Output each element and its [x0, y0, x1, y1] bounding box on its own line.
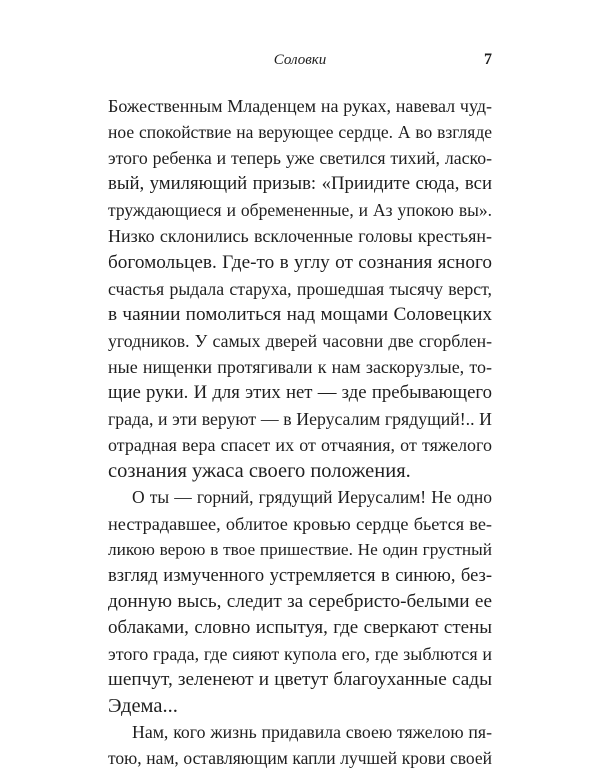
text-line: вый, умиляющий призыв: «Приидите сюда, вси [108, 173, 492, 195]
text-line: этого града, где сияют купола его, где зыблются и [108, 643, 492, 664]
running-header-title: Соловки [273, 52, 327, 68]
text-line: нестрадавшее, облитое кровью сердце бьется ве- [108, 513, 492, 534]
text-line: щие руки. И для этих нет — зде пребывающего [108, 382, 492, 404]
text-line-paragraph-start: Нам, кого жизнь придавила своею тяжелою пя- [132, 722, 492, 743]
text-line: угодников. У самых дверей часовни две сгорблен- [108, 330, 492, 351]
text-line: ные нищенки протягивали к нам заскорузлые, то- [108, 356, 492, 377]
text-line: града, и эти веруют — в Иерусалим грядущий!.. И [108, 409, 492, 430]
text-line: взгляд измученного устремляется в синюю, без- [108, 565, 492, 586]
text-line-paragraph-end: сознания ужаса своего положения. [108, 460, 411, 483]
text-line: счастья рыдала старуха, прошедшая тысячу верст, [108, 278, 492, 299]
text-line: в чаянии помолиться над мощами Соловецких [108, 303, 492, 325]
text-line: этого ребенка и теперь уже светился тихий, ласко- [108, 148, 492, 169]
text-line: шепчут, зеленеют и цветут благоуханные сады [108, 669, 492, 691]
text-line: ликою верою в твое пришествие. Не один грустный [108, 539, 492, 559]
text-line: Божественным Младенцем на руках, навевал чуд- [108, 96, 492, 116]
running-header [108, 48, 492, 72]
text-line: Низко склонились всклоченные головы крестьян- [108, 226, 492, 247]
text-line: облаками, словно испытуя, где сверкают стены [108, 616, 492, 638]
text-line: тою, нам, оставляющим капли лучшей крови своей [108, 748, 492, 769]
text-line-paragraph-start: О ты — горний, грядущий Иерусалим! Не одно [132, 487, 492, 508]
text-line: отрадная вера спасет их от отчаяния, от тяжелого [108, 435, 492, 456]
text-line: ное спокойствие на верующее сердце. А во взгляде [108, 122, 492, 143]
text-line-paragraph-end: Эдема... [108, 695, 178, 718]
body-text [108, 93, 492, 771]
text-line: донную высь, следит за серебристо-белыми ее [108, 590, 492, 612]
text-line: труждающиеся и обремененные, и Аз упокою вы». [108, 200, 492, 221]
page-number: 7 [484, 51, 492, 68]
text-line: богомольцев. Где-то в углу от сознания ясного [108, 251, 492, 273]
